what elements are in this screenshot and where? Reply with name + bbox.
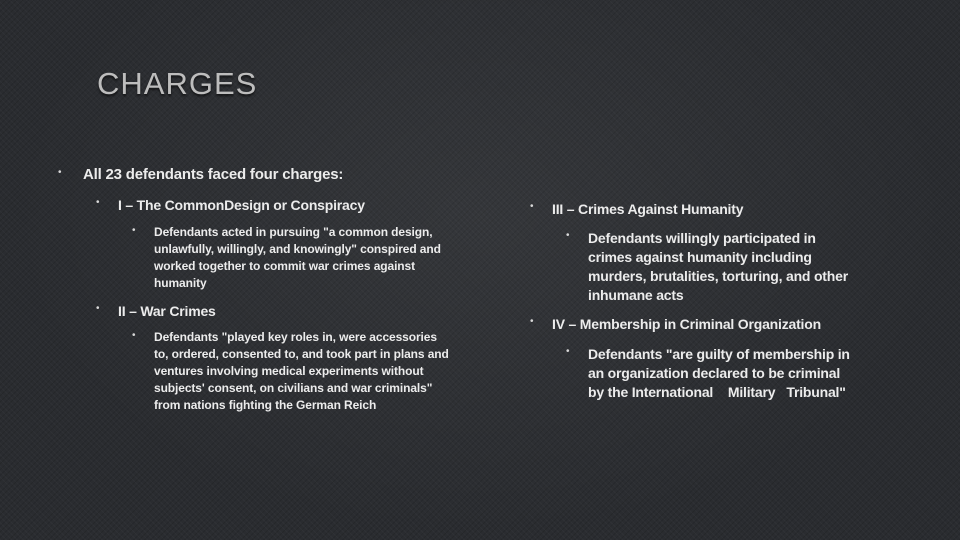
bullet-dot: • bbox=[530, 316, 534, 327]
charge-1-bullet bbox=[96, 196, 436, 214]
bullet-dot: • bbox=[132, 225, 136, 236]
bullet-dot: • bbox=[96, 303, 100, 314]
bullet-dot: • bbox=[530, 201, 534, 212]
slide-title: CHARGES bbox=[97, 66, 258, 101]
bullet-dot: • bbox=[566, 230, 570, 241]
charge-4-detail: Defendants "are guilty of membership in an organization declared to be criminal by the International Military Tribunal" bbox=[588, 346, 854, 400]
charge-1-detail: Defendants acted in pursuing "a common design, unlawfully, willingly, and knowingly" conspired and worked together to commit war crimes against humanity bbox=[154, 225, 441, 290]
charge-3-detail-bullet bbox=[566, 229, 856, 305]
charge-2-bullet bbox=[96, 302, 436, 320]
charge-4-detail-bullet bbox=[566, 345, 856, 402]
charge-1-label: I – The CommonDesign or Conspiracy bbox=[118, 197, 365, 213]
bullet-dot: • bbox=[58, 167, 62, 178]
charge-2-detail: Defendants "played key roles in, were accessories to, ordered, consented to, and took part in plans and ventures involving medical experiments without subjects' consent, on civilians and war criminals" from nations fighting the German Reich bbox=[154, 330, 449, 412]
charge-2-detail-bullet bbox=[132, 329, 462, 414]
charge-2-label: II – War Crimes bbox=[118, 303, 216, 319]
charge-3-bullet bbox=[530, 200, 850, 218]
charge-1-detail-bullet bbox=[132, 224, 452, 292]
charge-3-detail: Defendants willingly participated in crimes against humanity including murders, brutalities, torturing, and other inhumane acts bbox=[588, 230, 848, 303]
intro-text: All 23 defendants faced four charges: bbox=[83, 166, 344, 183]
bullet-dot: • bbox=[96, 197, 100, 208]
charge-4-bullet bbox=[530, 315, 890, 333]
charge-4-label: IV – Membership in Criminal Organization bbox=[552, 316, 821, 332]
intro-bullet bbox=[58, 166, 418, 184]
bullet-dot: • bbox=[132, 330, 136, 341]
bullet-dot: • bbox=[566, 346, 570, 357]
charge-3-label: III – Crimes Against Humanity bbox=[552, 201, 744, 217]
